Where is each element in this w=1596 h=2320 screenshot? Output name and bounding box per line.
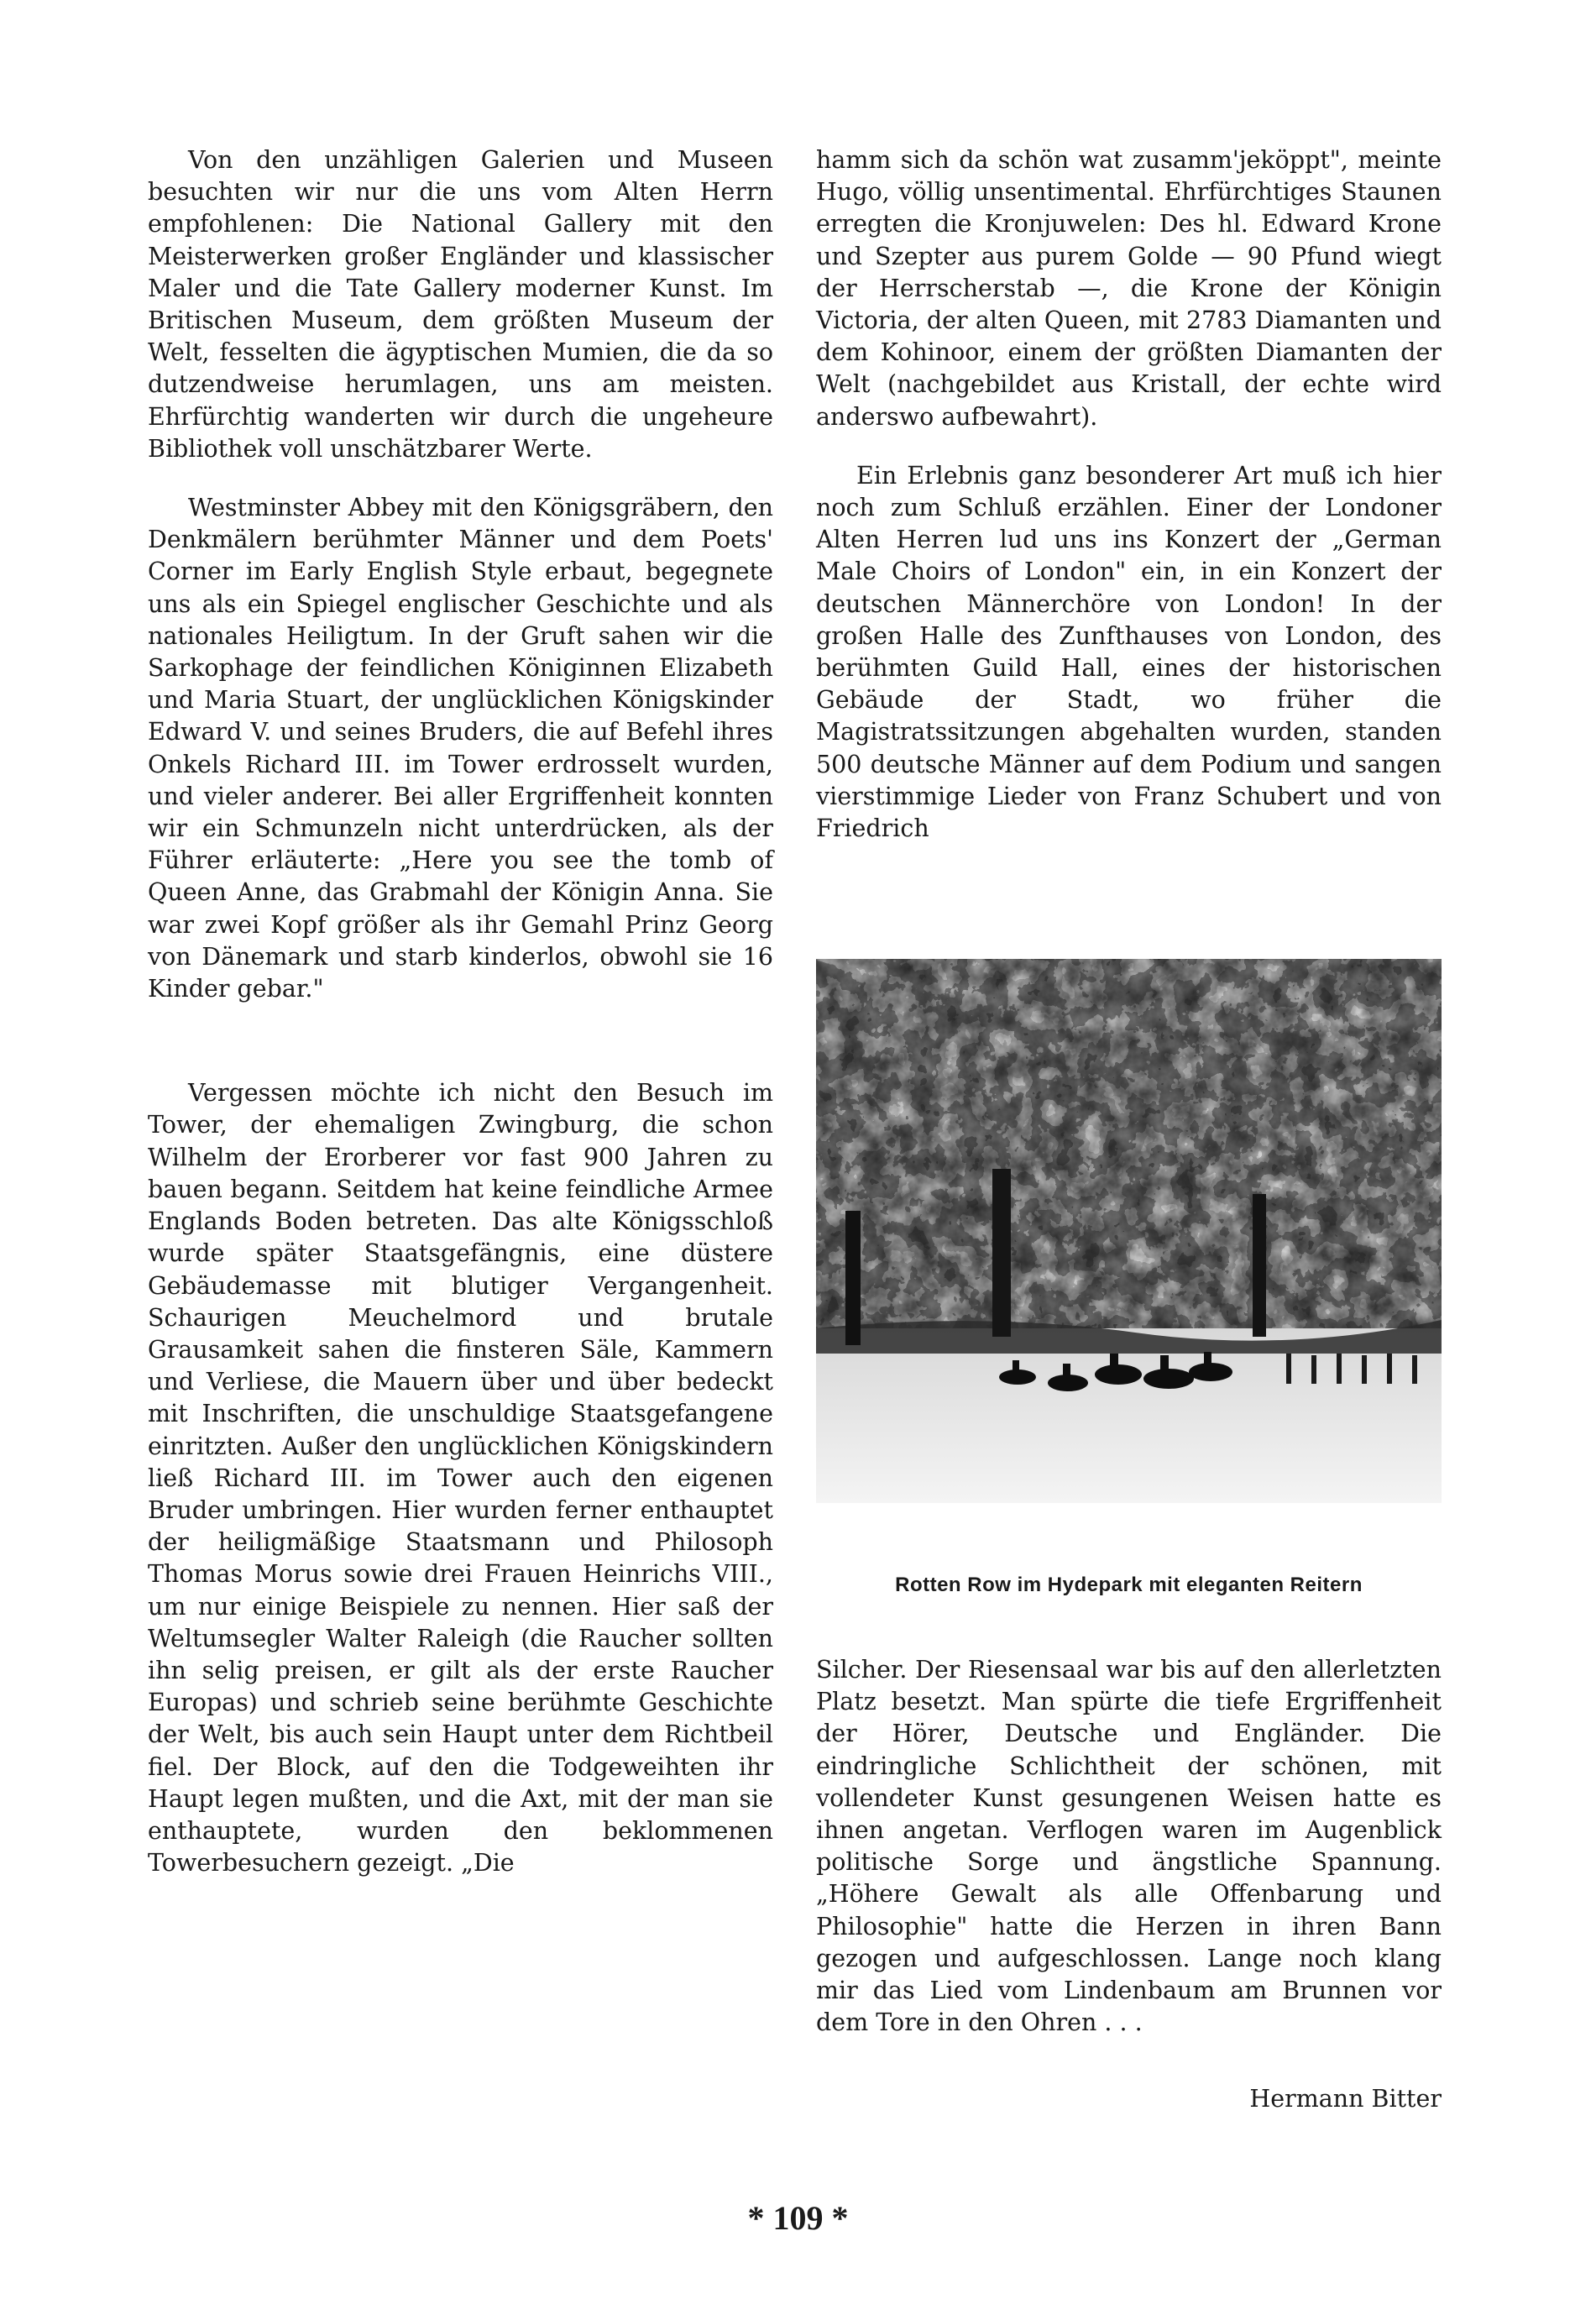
photo-caption: Rotten Row im Hydepark mit eleganten Reitern	[895, 1574, 1363, 1596]
paragraph-galleries: Von den unzähligen Galerien und Museen besuchten wir nur die uns vom Alten Herrn empfohlenen: Die National Gallery mit den Meisterwerken großer Engländer und klassischer Maler und die Tate Gallery moderner Kunst. Im Britischen Museum, dem größten Museum der Welt, fesselten die ägyptischen Mumien, die da so dutzendweise herumlagen, uns am meisten. Ehrfürchtig wanderten wir durch die ungeheure Bibliothek voll unschätzbarer Werte.	[148, 146, 773, 463]
paragraph-concert: Ein Erlebnis ganz besonderer Art muß ich hier noch zum Schluß erzählen. Einer der Londoner Alten Herren lud uns ins Konzert der „German Male Choirs of London" ein, in ein Konzert der deutschen Männerchöre von London! In der großen Halle des Zunfthauses von London, des berühmten Guild Hall, eines der historischen Gebäude der Stadt, wo früher die Magistratssitzungen abgehalten wurden, standen 500 deutsche Männer auf dem Podium und sangen vierstimmige Lieder von Franz Schubert und von Friedrich	[816, 461, 1442, 843]
paragraph-tower: Vergessen möchte ich nicht den Besuch im Tower, der ehemaligen Zwingburg, die schon Wilhelm der Erorberer vor fast 900 Jahren zu bauen begann. Seitdem hat keine feindliche Armee Englands Boden betreten. Das alte Königsschloß wurde später Staatsgefängnis, eine düstere Gebäudemasse mit blutiger Vergangenheit. Schaurigen Meuchelmord und brutale Grausamkeit sahen die finsteren Säle, Kammern und Verliese, die Mauern über und über bedeckt mit Inschriften, die unschuldige Staatsgefangene einritzten. Außer den unglücklichen Königskindern ließ Richard III. im Tower auch den eigenen Bruder umbringen. Hier wurden ferner enthauptet der heiligmäßige Staatsmann und Philosoph Thomas Morus sowie drei Frauen Heinrichs VIII., um nur einige Beispiele zu nennen. Hier saß der Weltumsegler Walter Raleigh (die Raucher sollten ihn selig preisen, er gilt als der erste Raucher Europas) und schrieb seine berühmte Geschichte der Welt, bis auch sein Haupt unter dem Richtbeil fiel. Der Block, auf den die Todgeweihten ihr Haupt legen mußten, und die Axt, mit der man sie enthauptete, wurden den beklommenen Towerbesuchern gezeigt. „Die	[148, 1079, 773, 1877]
author-signature: Hermann Bitter	[1249, 2085, 1442, 2113]
page-number: * 109 *	[747, 2199, 849, 2237]
paragraph-westminster: Westminster Abbey mit den Königsgräbern, den Denkmälern berühmter Männer und dem Poets' Corner im Early English Style erbaut, begegnete uns als ein Spiegel englischer Geschichte und als nationales Heiligtum. In der Gruft sahen wir die Sarkophage der feindlichen Königinnen Elizabeth und Maria Stuart, der unglücklichen Königskinder Edward V. und seines Bruders, die auf Befehl ihres Onkels Richard III. im Tower erdrosselt wurden, und vieler anderer. Bei aller Ergriffenheit konnten wir ein Schmunzeln nicht unterdrücken, als der Führer erläuterte: „Here you see the tomb of Queen Anne, das Grabmahl der Königin Anna. Sie war zwei Kopf größer als ihr Gemahl Prinz Georg von Dänemark und starb kinderlos, obwohl sie 16 Kinder gebar."	[148, 494, 773, 1003]
left-column	[148, 144, 773, 1879]
paragraph-silcher: Silcher. Der Riesensaal war bis auf den allerletzten Platz besetzt. Man spürte die tiefe Ergriffenheit der Hörer, Deutsche und Engländer. Die eindringliche Schlichtheit der schönen, mit vollendeter Kunst gesungenen Weisen hatte es ihnen angetan. Verflogen waren im Augenblick politische Sorge und ängstliche Spannung. „Höhere Gewalt als alle Offenbarung und Philosophie" hatte die Herzen in ihren Bann gezogen und aufgeschlossen. Lange noch klang mir das Lied vom Lindenbaum am Brunnen vor dem Tore in den Ohren . . .	[816, 1656, 1442, 2037]
hydepark-photo	[816, 959, 1442, 1503]
right-column	[816, 144, 1442, 845]
paragraph-crown-jewels: hamm sich da schön wat zusamm'jeköppt", meinte Hugo, völlig unsentimental. Ehrfürchtiges Staunen erregten die Kronjuwelen: Des hl. Edward Krone und Szepter aus purem Golde — 90 Pfund wiegt der Herrscherstab —, die Krone der Königin Victoria, der alten Queen, mit 2783 Diamanten und dem Kohinoor, einem der größten Diamanten der Welt (nachgebildet aus Kristall, der echte wird anderswo aufbewahrt).	[816, 146, 1442, 431]
right-column-continued	[816, 1654, 1442, 2039]
